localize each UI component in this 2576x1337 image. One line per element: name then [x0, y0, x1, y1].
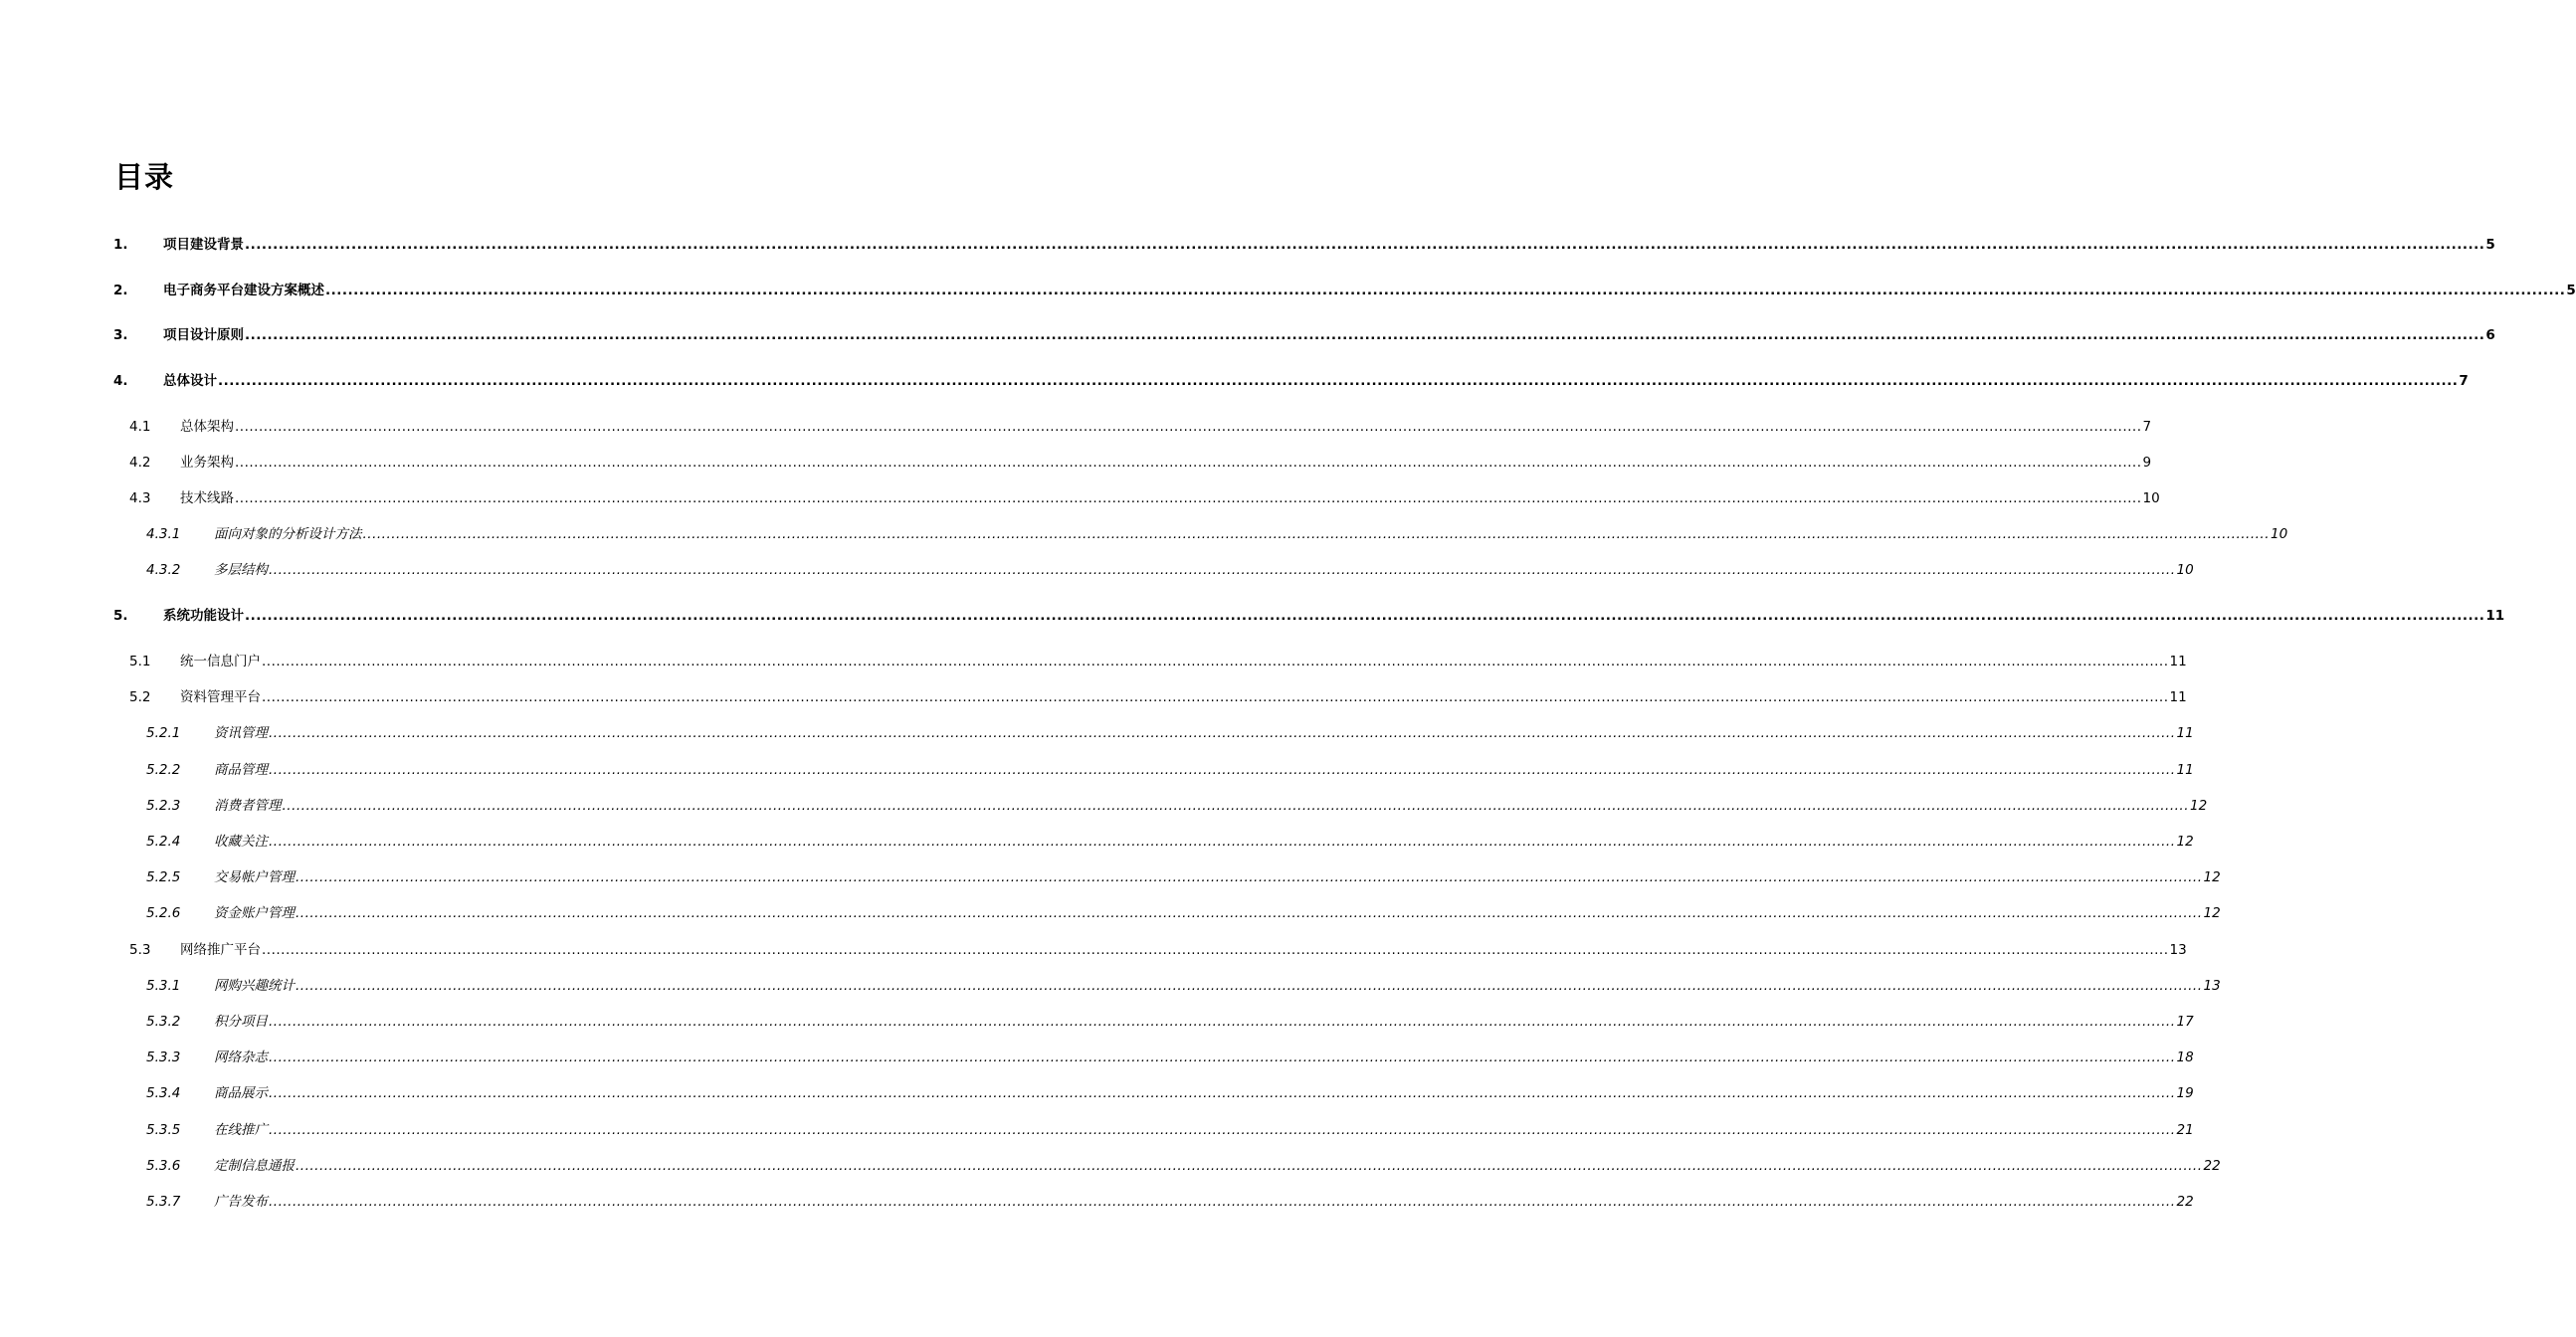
toc-entry[interactable] [0, 522, 2288, 544]
dot-leader: ................................................................................................................................................................................................................................................................................................................................................................................................................ [296, 978, 2203, 994]
toc-entry-label[interactable]: 业务架构 [180, 455, 234, 471]
dot-leader: ................................................................................................................................................................................................................................................................................................................................................................................................................ [245, 237, 2485, 253]
toc-entry[interactable] [0, 279, 2576, 300]
toc-entry-page-number: 11 [2169, 689, 2187, 705]
toc-entry[interactable] [0, 794, 2208, 816]
toc-entry[interactable] [0, 486, 2160, 508]
toc-entry-line [214, 976, 2221, 996]
toc-entry-label[interactable]: 资金账户管理 [214, 905, 295, 921]
toc-entry-page-number: 19 [2176, 1085, 2194, 1101]
dot-leader: ................................................................................................................................................................................................................................................................................................................................................................................................................ [269, 562, 2176, 578]
toc-entry-label[interactable]: 统一信息门户 [180, 654, 261, 669]
toc-entry-page-number: 6 [2485, 327, 2495, 343]
toc-entry-number: 5.2.6 [146, 905, 181, 921]
toc-entry-line [214, 760, 2194, 780]
dot-leader: ................................................................................................................................................................................................................................................................................................................................................................................................................ [245, 608, 2485, 624]
toc-entry-number: 5.3.1 [146, 978, 181, 994]
dot-leader: ................................................................................................................................................................................................................................................................................................................................................................................................................ [245, 327, 2485, 343]
toc-entry-page-number: 12 [2203, 869, 2221, 885]
toc-entry-number: 5.3.5 [146, 1122, 181, 1138]
toc-entry-number: 5.2.1 [146, 725, 181, 741]
toc-entry-page-number: 9 [2142, 455, 2152, 471]
toc-entry-page-number: 18 [2176, 1050, 2194, 1065]
toc-entry[interactable] [0, 830, 2194, 852]
toc-entry-label[interactable]: 网购兴趣统计 [214, 978, 295, 994]
toc-entry-label[interactable]: 项目建设背景 [163, 237, 244, 253]
toc-entry-line [163, 371, 2469, 391]
dot-leader: ................................................................................................................................................................................................................................................................................................................................................................................................................ [269, 1122, 2176, 1138]
dot-leader: ................................................................................................................................................................................................................................................................................................................................................................................................................ [269, 1014, 2176, 1030]
toc-entry-number: 5.3.7 [146, 1194, 181, 1210]
toc-entry[interactable] [0, 369, 2469, 391]
toc-entry[interactable] [0, 1046, 2194, 1067]
toc-entry-number: 3. [113, 327, 128, 343]
dot-leader: ................................................................................................................................................................................................................................................................................................................................................................................................................ [296, 1158, 2203, 1174]
toc-entry-label[interactable]: 商品管理 [214, 762, 268, 778]
toc-entry-label[interactable]: 系统功能设计 [163, 608, 244, 624]
toc-entry[interactable] [0, 1081, 2194, 1103]
toc-entry-number: 4. [113, 373, 128, 389]
toc-entry[interactable] [0, 323, 2495, 345]
toc-entry-page-number: 10 [2176, 562, 2194, 578]
toc-entry-page-number: 11 [2176, 762, 2194, 778]
toc-entry-label[interactable]: 多层结构 [214, 562, 268, 578]
toc-entry-page-number: 12 [2203, 905, 2221, 921]
dot-leader: ................................................................................................................................................................................................................................................................................................................................................................................................................ [235, 455, 2142, 471]
toc-entry-line [214, 1048, 2194, 1067]
toc-entry-page-number: 11 [2176, 725, 2194, 741]
toc-entry-number: 5.3.2 [146, 1014, 181, 1030]
toc-entry-label[interactable]: 资讯管理 [214, 725, 268, 741]
toc-entry-line [214, 1156, 2221, 1176]
dot-leader: ................................................................................................................................................................................................................................................................................................................................................................................................................ [296, 905, 2203, 921]
dot-leader: ................................................................................................................................................................................................................................................................................................................................................................................................................ [269, 725, 2176, 741]
toc-entry-label[interactable]: 技术线路 [180, 490, 234, 506]
toc-entry-label[interactable]: 总体设计 [163, 373, 217, 389]
toc-entry-label[interactable]: 积分项目 [214, 1014, 268, 1030]
toc-entry-page-number: 5 [2485, 237, 2495, 253]
toc-entry-page-number: 22 [2176, 1194, 2194, 1210]
dot-leader: ................................................................................................................................................................................................................................................................................................................................................................................................................ [269, 1050, 2176, 1065]
toc-entry-page-number: 13 [2169, 942, 2187, 958]
dot-leader: ................................................................................................................................................................................................................................................................................................................................................................................................................ [269, 1085, 2176, 1101]
toc-entry[interactable] [0, 1118, 2194, 1140]
toc-entry-number: 4.3.2 [146, 562, 181, 578]
dot-leader: ................................................................................................................................................................................................................................................................................................................................................................................................................ [362, 526, 2271, 542]
dot-leader: ................................................................................................................................................................................................................................................................................................................................................................................................................ [296, 869, 2203, 885]
dot-leader: ................................................................................................................................................................................................................................................................................................................................................................................................................ [282, 798, 2190, 814]
toc-entry-label[interactable]: 网络杂志 [214, 1050, 268, 1065]
toc-entry[interactable] [0, 233, 2495, 255]
toc-entry-line [180, 417, 2152, 437]
toc-entry-number: 5.2.5 [146, 869, 181, 885]
toc-entry-page-number: 22 [2203, 1158, 2221, 1174]
toc-entry-line [163, 606, 2505, 626]
toc-entry-label[interactable]: 定制信息通报 [214, 1158, 295, 1174]
toc-entry-number: 5.3.6 [146, 1158, 181, 1174]
toc-entry-number: 5.2.4 [146, 834, 181, 850]
dot-leader: ................................................................................................................................................................................................................................................................................................................................................................................................................ [269, 1194, 2176, 1210]
toc-entry-page-number: 11 [2169, 654, 2187, 669]
toc-entry-label[interactable]: 电子商务平台建设方案概述 [163, 283, 324, 298]
toc-entry-label[interactable]: 广告发布 [214, 1194, 268, 1210]
toc-entry[interactable] [0, 558, 2194, 580]
toc-entry-page-number: 17 [2176, 1014, 2194, 1030]
toc-entry-page-number: 12 [2190, 798, 2208, 814]
toc-entry-page-number: 10 [2271, 526, 2288, 542]
toc-entry-label[interactable]: 项目设计原则 [163, 327, 244, 343]
toc-entry[interactable] [0, 685, 2187, 707]
toc-entry-page-number: 10 [2142, 490, 2160, 506]
toc-entry-label[interactable]: 在线推广 [214, 1122, 268, 1138]
toc-entry-number: 5. [113, 608, 128, 624]
toc-entry[interactable] [0, 415, 2152, 437]
toc-entry-line [163, 325, 2495, 345]
toc-entry-page-number: 11 [2485, 608, 2505, 624]
toc-entry-line [214, 1192, 2194, 1212]
dot-leader: ................................................................................................................................................................................................................................................................................................................................................................................................................ [269, 762, 2176, 778]
toc-entry-line [214, 560, 2194, 580]
toc-entry-line [214, 1120, 2194, 1140]
toc-entry-number: 5.2.2 [146, 762, 181, 778]
toc-entry-label[interactable]: 资料管理平台 [180, 689, 261, 705]
toc-entry-line [214, 867, 2221, 887]
toc-entry[interactable] [0, 451, 2152, 473]
toc-entry[interactable] [0, 1190, 2194, 1212]
toc-entry-line [214, 1083, 2194, 1103]
dot-leader: ................................................................................................................................................................................................................................................................................................................................................................................................................ [325, 283, 2566, 298]
toc-entry-number: 4.1 [129, 419, 151, 435]
toc-entry-number: 5.3 [129, 942, 151, 958]
toc-entry-label[interactable]: 网络推广平台 [180, 942, 261, 958]
toc-entry-number: 4.3.1 [146, 526, 181, 542]
toc-entry-label[interactable]: 消费者管理 [214, 798, 282, 814]
toc-entry-label[interactable]: 收藏关注 [214, 834, 268, 850]
toc-entry-number: 5.1 [129, 654, 151, 669]
toc-entry-number: 4.2 [129, 455, 151, 471]
toc-entry[interactable] [0, 974, 2221, 996]
toc-entry-label[interactable]: 面向对象的分析设计方法 [214, 526, 362, 542]
toc-entry-number: 5.3.3 [146, 1050, 181, 1065]
toc-entry-number: 5.3.4 [146, 1085, 181, 1101]
page-title: 目录 [114, 160, 175, 194]
toc-entry[interactable] [0, 758, 2194, 780]
toc-entry-line [214, 1012, 2194, 1032]
toc-entry-label[interactable]: 交易帐户管理 [214, 869, 295, 885]
toc-entry-number: 2. [113, 283, 128, 298]
toc-entry-number: 1. [113, 237, 128, 253]
toc-entry-page-number: 7 [2142, 419, 2152, 435]
toc-entry-line [180, 940, 2187, 960]
toc-entry[interactable] [0, 650, 2187, 671]
dot-leader: ................................................................................................................................................................................................................................................................................................................................................................................................................ [218, 373, 2459, 389]
toc-entry-line [163, 281, 2576, 300]
toc-entry-number: 5.2.3 [146, 798, 181, 814]
toc-entry[interactable] [0, 604, 2505, 626]
toc-entry-line [180, 687, 2187, 707]
dot-leader: ................................................................................................................................................................................................................................................................................................................................................................................................................ [262, 689, 2169, 705]
toc-entry[interactable] [0, 721, 2194, 743]
toc-entry[interactable] [0, 865, 2221, 887]
toc-entry-line [180, 652, 2187, 671]
toc-entry-line [214, 524, 2288, 544]
dot-leader: ................................................................................................................................................................................................................................................................................................................................................................................................................ [235, 419, 2142, 435]
toc-entry-line [214, 723, 2194, 743]
toc-entry[interactable] [0, 901, 2221, 923]
toc-entry-number: 5.2 [129, 689, 151, 705]
toc-entry-line [163, 235, 2495, 255]
toc-entry-number: 4.3 [129, 490, 151, 506]
toc-entry[interactable] [0, 1154, 2221, 1176]
toc-entry-label[interactable]: 商品展示 [214, 1085, 268, 1101]
toc-entry-line [180, 453, 2152, 473]
toc-entry-page-number: 7 [2459, 373, 2469, 389]
dot-leader: ................................................................................................................................................................................................................................................................................................................................................................................................................ [262, 654, 2169, 669]
toc-entry-line [214, 903, 2221, 923]
toc-entry[interactable] [0, 1010, 2194, 1032]
toc-entry-page-number: 21 [2176, 1122, 2194, 1138]
toc-entry-page-number: 13 [2203, 978, 2221, 994]
dot-leader: ................................................................................................................................................................................................................................................................................................................................................................................................................ [269, 834, 2176, 850]
dot-leader: ................................................................................................................................................................................................................................................................................................................................................................................................................ [262, 942, 2169, 958]
toc-entry-page-number: 12 [2176, 834, 2194, 850]
toc-entry-label[interactable]: 总体架构 [180, 419, 234, 435]
toc-entry[interactable] [0, 938, 2187, 960]
toc-entry-line [214, 832, 2194, 852]
dot-leader: ................................................................................................................................................................................................................................................................................................................................................................................................................ [235, 490, 2142, 506]
toc-entry-line [214, 796, 2208, 816]
toc-entry-page-number: 5 [2566, 283, 2576, 298]
toc-entry-line [180, 488, 2160, 508]
